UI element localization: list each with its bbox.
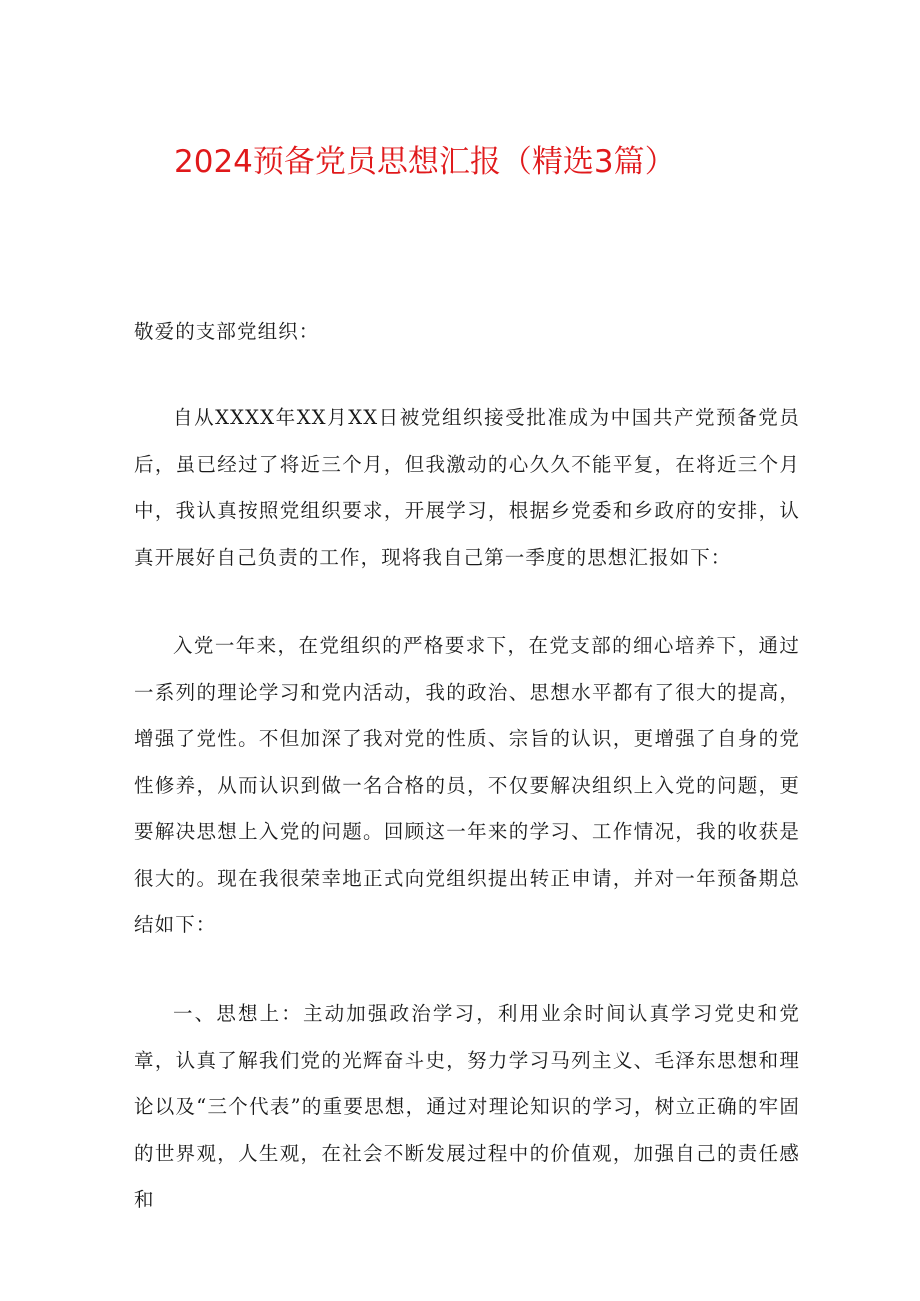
paragraph-3: 一、思想上：主动加强政治学习，利用业余时间认真学习党史和党章，认真了解我们党的光辉奋斗史，努力学习马列主义、毛泽东思想和理论以及“三个代表”的重要思想，通过对理论知识的学习，树立正确的牢固的世界观，人生观，在社会不断发展过程中的价值观，加强自己的责任感和 xyxy=(134,1002,800,1211)
paragraph-1: 自从XXXX年XX月XX日被党组织接受批准成为中国共产党预备党员后，虽已经过了将近三个月，但我激动的心久久不能平复，在将近三个月中，我认真按照党组织要求，开展学习，根据乡党委和乡政府的安排，认真开展好自己负责的工作，现将我自己第一季度的思想汇报如下： xyxy=(134,406,800,569)
salutation: 敬爱的支部党组织： xyxy=(134,320,320,343)
document-title: 2024预备党员思想汇报（精选3篇） xyxy=(174,144,676,180)
paragraph-2: 入党一年来，在党组织的严格要求下，在党支部的细心培养下，通过一系列的理论学习和党内活动，我的政治、思想水平都有了很大的提高，增强了党性。不但加深了我对党的性质、宗旨的认识，更增强了自身的党性修养，从而认识到做一名合格的员，不仅要解决组织上入党的问题，更要解决思想上入党的问题。回顾这一年来的学习、工作情况，我的收获是很大的。现在我很荣幸地正式向党组织提出转正申请，并对一年预备期总结如下： xyxy=(134,634,800,936)
